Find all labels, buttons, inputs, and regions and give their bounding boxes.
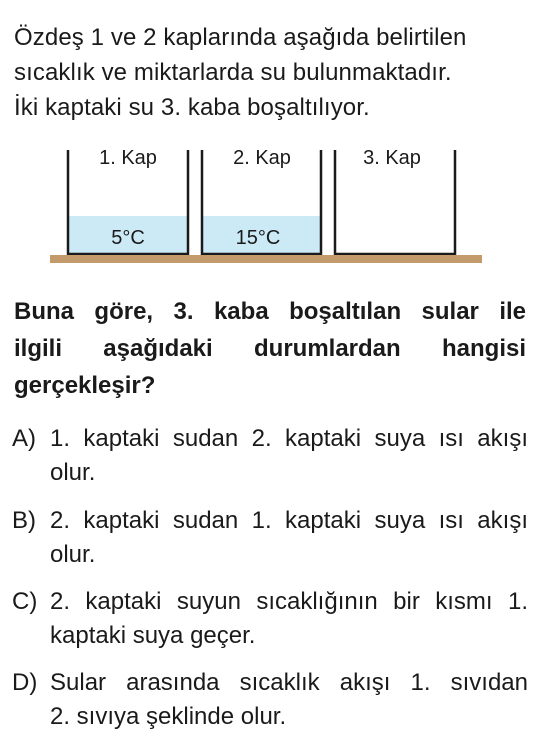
option-letter: A) (12, 425, 36, 452)
option-line: 2. sıvıya şeklinde olur. (50, 703, 287, 730)
container-1-label: 1. Kap (99, 147, 157, 169)
question-line: ilgili aşağıdaki durumlardan hangisi (14, 335, 526, 362)
container-3-label: 3. Kap (363, 147, 421, 169)
option-line: 2. kaptaki sudan 1. kaptaki suya ısı akışı (50, 507, 528, 534)
option-line: olur. (50, 541, 96, 568)
option-line: kaptaki suya geçer. (50, 622, 256, 649)
option-line: 2. kaptaki suyun sıcaklığının bir kısmı 1. (50, 588, 528, 615)
intro-line: sıcaklık ve miktarlarda su bulunmaktadır. (14, 59, 452, 86)
containers-diagram (0, 140, 536, 270)
intro-line: Özdeş 1 ve 2 kaplarında aşağıda belirtilen (14, 24, 467, 51)
option-letter: C) (12, 588, 38, 615)
question-line: gerçekleşir? (14, 372, 156, 399)
container-2-temperature: 15°C (235, 227, 281, 249)
intro-line: İki kaptaki su 3. kaba boşaltılıyor. (14, 94, 370, 121)
option-line: Sular arasında sıcaklık akışı 1. sıvıdan (50, 669, 528, 696)
option-letter: D) (12, 669, 38, 696)
option-line: 1. kaptaki sudan 2. kaptaki suya ısı akışı (50, 425, 528, 452)
question-text (14, 293, 526, 404)
question-line: Buna göre, 3. kaba boşaltılan sular ile (14, 298, 526, 325)
intro-text (14, 20, 528, 125)
option-line: olur. (50, 459, 96, 486)
shelf (50, 255, 482, 263)
containers-figure (0, 140, 536, 270)
container-2-label: 2. Kap (233, 147, 291, 169)
container-1-temperature: 5°C (111, 227, 145, 249)
option-letter: B) (12, 507, 36, 534)
